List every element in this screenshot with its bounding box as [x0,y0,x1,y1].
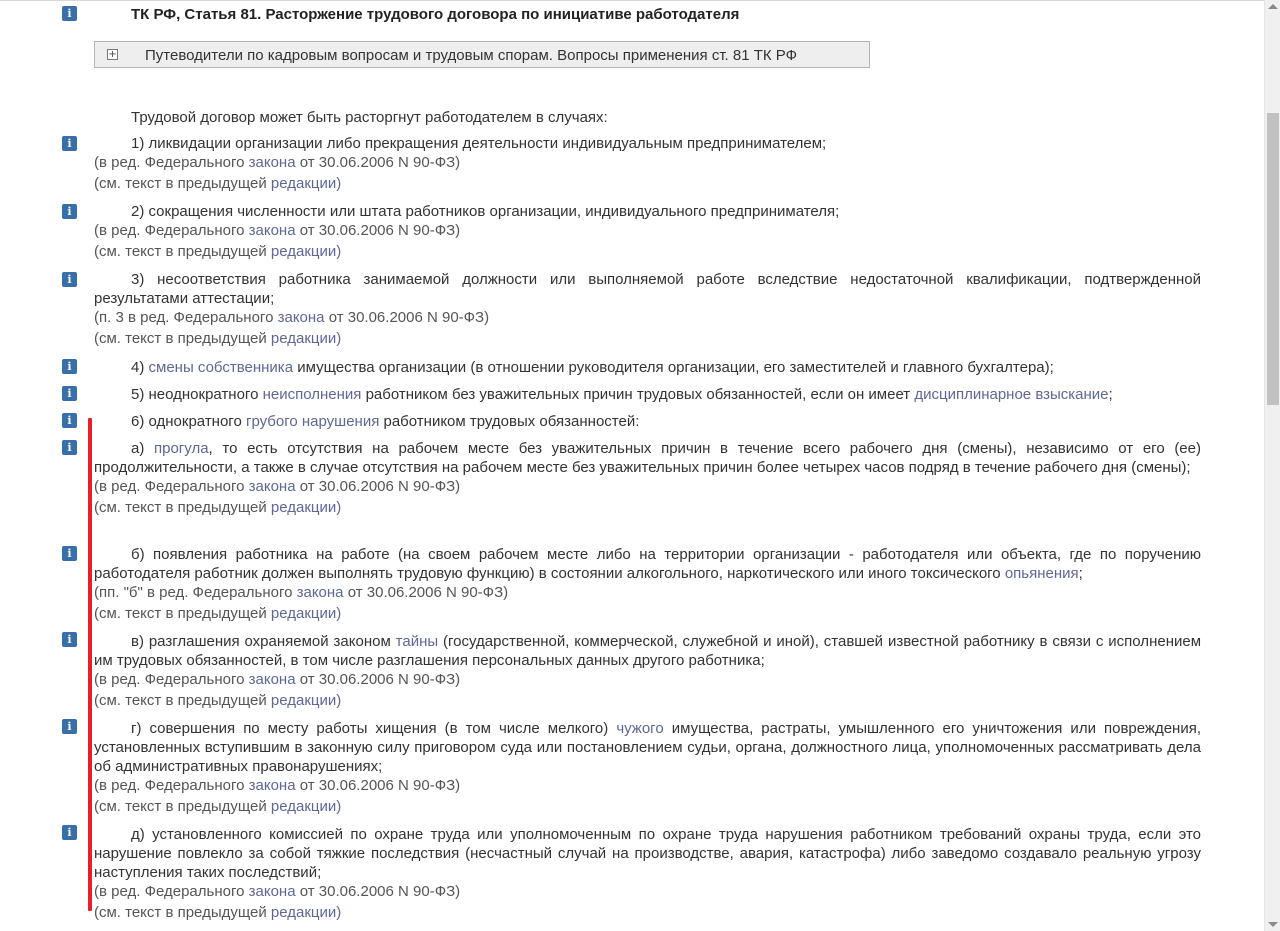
law-link[interactable]: закона [248,478,296,495]
item-6a-pre: а) [131,440,145,457]
edition-link[interactable]: редакции) [270,692,342,709]
expand-icon[interactable]: + [108,49,117,60]
info-icon[interactable]: i [62,546,77,561]
item-4 [94,358,1201,377]
non-fulfillment-link[interactable]: неисполнения [262,386,362,403]
info-icon[interactable]: i [62,413,77,428]
item-6-pre: 6) однократного [131,413,242,430]
ownership-change-link[interactable]: смены собственника [148,359,294,376]
scrollbar-thumb[interactable] [1267,113,1279,405]
revision-note [94,882,1201,901]
edition-link[interactable]: редакции) [270,499,342,516]
revision-prefix: (в ред. Федерального [94,154,245,171]
item-4-post: имущества организации (в отношении руководителя организации, его заместителей и главного бухгалтера); [297,359,1054,376]
absenteeism-link[interactable]: прогула [154,440,209,457]
law-link[interactable]: закона [296,584,344,601]
law-link[interactable]: закона [248,883,296,900]
item-1 [94,134,1201,193]
previous-edition-note [94,498,1201,517]
item-4-pre: 4) [131,359,145,376]
info-icon[interactable]: i [62,719,77,734]
item-6v-text [94,632,1201,670]
edition-link[interactable]: редакции) [270,175,342,192]
prev-prefix: (см. текст в предыдущей [94,499,267,516]
prev-prefix: (см. текст в предыдущей [94,605,267,622]
item-6g [94,719,1201,816]
item-5 [94,385,1201,404]
info-icon[interactable]: i [62,632,77,647]
guide-expander[interactable] [94,41,870,68]
info-icon[interactable]: i [62,359,77,374]
prev-prefix: (см. текст в предыдущей [94,904,267,921]
edition-link[interactable]: редакции) [270,904,342,921]
scroll-down-arrow-icon[interactable] [1268,922,1278,927]
item-6b-text [94,545,1201,583]
previous-edition-note [94,797,1201,816]
law-link[interactable]: закона [248,222,296,239]
law-date: от 30.06.2006 N 90-ФЗ) [299,777,461,794]
prev-prefix: (см. текст в предыдущей [94,175,267,192]
prev-prefix: (см. текст в предыдущей [94,243,267,260]
law-link[interactable]: закона [248,671,296,688]
revision-prefix: (пп. "б" в ред. Федерального [94,584,293,601]
item-6a [94,439,1201,517]
scroll-up-arrow-icon[interactable] [1268,4,1278,9]
item-6v-post: (государственной, коммерческой, служебной и иной), ставшей известной работнику в связи с исполнением им трудовых обязанностей, в том числе разглашения персональных данных другого работника; [94,633,1202,669]
item-6a-text [94,439,1201,477]
item-2 [94,202,1201,261]
item-1-text: 1) ликвидации организации либо прекращения деятельности индивидуальным предпринимателем; [131,135,827,152]
intoxication-link[interactable]: опьянения [1004,565,1079,582]
law-link[interactable]: закона [248,154,296,171]
law-date: от 30.06.2006 N 90-ФЗ) [299,883,461,900]
previous-edition-note [94,174,1201,193]
item-6d-text: д) установленного комиссией по охране труда или уполномоченным по охране труда нарушения работником требований охраны труда, если это нарушение повлекло за собой тяжкие последствия (несчастный случай на производстве, авария, катастрофа) либо заведомо создавало реальную угрозу наступления таких последствий; [94,826,1201,881]
revision-prefix: (в ред. Федерального [94,671,245,688]
revision-prefix: (в ред. Федерального [94,478,245,495]
item-6v [94,632,1201,710]
disciplinary-penalty-link[interactable]: дисциплинарное взыскание [914,386,1109,403]
previous-edition-note [94,903,1201,922]
item-6g-post: имущества, растраты, умышленного его уничтожения или повреждения, установленных вступившим в законную силу приговором суда или постановлением судьи, органа, должностного лица, уполномоченных рассматривать дела об административных правонарушениях; [94,720,1202,775]
law-date: от 30.06.2006 N 90-ФЗ) [328,309,490,326]
info-icon[interactable]: i [62,440,77,455]
revision-prefix: (п. 3 в ред. Федерального [94,309,274,326]
item-3 [94,270,1201,348]
info-icon[interactable]: i [62,825,77,840]
item-6g-text [94,719,1201,776]
law-date: от 30.06.2006 N 90-ФЗ) [299,671,461,688]
others-property-link[interactable]: чужого [616,720,664,737]
revision-note [94,221,1201,240]
info-icon[interactable]: i [62,204,77,219]
law-date: от 30.06.2006 N 90-ФЗ) [299,154,461,171]
item-5-mid: работником без уважительных причин трудовых обязанностей, если он имеет [365,386,911,403]
info-icon[interactable]: i [62,386,77,401]
vertical-scrollbar[interactable] [1264,0,1280,931]
item-6b-pre: б) появления работника на работе (на своем рабочем месте либо на территории организации - работодателя или объекта, где по поручению работодателя работник должен выполнять трудовую функцию) в состоянии алкогольного, наркотического или иного токсического [94,546,1201,582]
article-title: ТК РФ, Статья 81. Расторжение трудового договора по инициативе работодателя [131,6,740,23]
revision-prefix: (в ред. Федерального [94,777,245,794]
secret-link[interactable]: тайны [395,633,439,650]
revision-note [94,308,1201,327]
law-date: от 30.06.2006 N 90-ФЗ) [299,478,461,495]
item-3-text: 3) несоответствия работника занимаемой должности или выполняемой работе вследствие недостаточной квалификации, подтвержденной результатами аттестации; [94,271,1201,307]
law-link[interactable]: закона [277,309,325,326]
edition-link[interactable]: редакции) [270,605,342,622]
item-6b-post: ; [1078,565,1083,582]
item-6b [94,545,1201,623]
highlight-bar [88,418,92,911]
law-link[interactable]: закона [248,777,296,794]
previous-edition-note [94,329,1201,348]
item-6v-pre: в) разглашения охраняемой законом [131,633,391,650]
revision-prefix: (в ред. Федерального [94,222,245,239]
previous-edition-note [94,604,1201,623]
prev-prefix: (см. текст в предыдущей [94,330,267,347]
item-5-pre: 5) неоднократного [131,386,259,403]
previous-edition-note [94,691,1201,710]
item-6-post: работником трудовых обязанностей: [383,413,640,430]
revision-note [94,776,1201,795]
item-2-text: 2) сокращения численности или штата работников организации, индивидуального предпринимателя; [131,203,840,220]
edition-link[interactable]: редакции) [270,243,342,260]
prev-prefix: (см. текст в предыдущей [94,692,267,709]
info-icon[interactable]: i [62,136,77,151]
item-6 [94,412,1201,431]
item-6g-pre: г) совершения по месту работы хищения (в том числе мелкого) [131,720,609,737]
previous-edition-note [94,242,1201,261]
item-6d [94,825,1201,922]
revision-note [94,583,1201,602]
item-5-post: ; [1108,386,1113,403]
info-icon[interactable]: i [62,6,77,21]
revision-note [94,153,1201,172]
revision-note [94,670,1201,689]
item-6a-post: , то есть отсутствия на рабочем месте без уважительных причин в течение всего рабочего дня (смены), независимо от его (ее) продолжительности, а также в случае отсутствия на рабочем месте без уважительных причин более четырех часов подряд в течение рабочего дня (смены); [94,440,1201,476]
edition-link[interactable]: редакции) [270,798,342,815]
intro-paragraph: Трудовой договор может быть расторгнут работодателем в случаях: [131,109,608,126]
revision-note [94,477,1201,496]
edition-link[interactable]: редакции) [270,330,342,347]
prev-prefix: (см. текст в предыдущей [94,798,267,815]
guide-label[interactable]: Путеводители по кадровым вопросам и трудовым спорам. Вопросы применения ст. 81 ТК РФ [145,47,798,64]
law-date: от 30.06.2006 N 90-ФЗ) [347,584,509,601]
revision-prefix: (в ред. Федерального [94,883,245,900]
gross-violation-link[interactable]: грубого нарушения [245,413,380,430]
law-date: от 30.06.2006 N 90-ФЗ) [299,222,461,239]
info-icon[interactable]: i [62,272,77,287]
